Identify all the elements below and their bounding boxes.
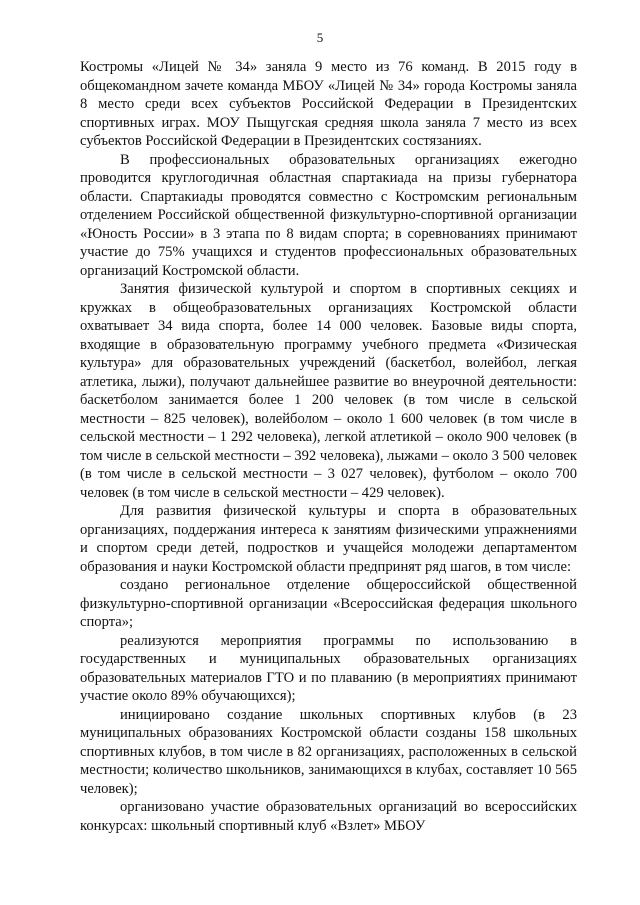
paragraph-1: Костромы «Лицей № 34» заняла 9 место из 76 команд. В 2015 году в общекомандном зачете команда МБОУ «Лицей № 34» города Костромы заняла 8 место среди всех субъектов Российской Федерации в Президентских спортивных играх. МОУ Пыщугская средняя школа заняла 7 место из всех субъектов Российской Федерации в Президентских состязаниях. xyxy=(80,59,577,149)
paragraph-3: Занятия физической культурой и спортом в спортивных секциях и кружках в общеобразовательных организациях Костромской области охватывает 34 вида спорта, более 14 000 человек. Базовые виды спорта, входящие в образовательную программу учебного предмета «Физическая культура» для образовательных учреждений (баскетбол, волейбол, легкая атлетика, лыжи), получают дальнейшее развитие во внеурочной деятельности: баскетболом занимается более 1 200 человек (в том числе в сельской местности – 825 человек), волейболом – около 1 600 человек (в том числе в сельской местности – 1 292 человека), легкой атлетикой – около 900 человек (в том числе в сельской местности – 392 человека), лыжами – около 3 500 человек (в том числе в сельской местности – 3 027 человек), футболом – около 700 человек (в том числе в сельской местности – 429 человек). xyxy=(80,281,577,501)
page-number: 5 xyxy=(316,30,324,45)
document-body xyxy=(80,58,577,835)
paragraph-2: В профессиональных образовательных организациях ежегодно проводится круглогодичная областная спартакиада на призы губернатора области. Спартакиады проводятся совместно с Костромским региональным отделением Российской общественной физкультурно-спортивной организации «Юность России» в 3 этапа по 8 видам спорта; в соревнованиях принимают участие до 75% учащихся и студентов профессиональных образовательных организаций Костромской области. xyxy=(80,151,577,279)
paragraph-8: организовано участие образовательных организаций во всероссийских конкурсах: школьный спортивный клуб «Взлет» МБОУ xyxy=(80,799,577,834)
paragraph-5: создано региональное отделение общероссийской общественной физкультурно-спортивной организации «Всероссийская федерация школьного спорта»; xyxy=(80,577,577,630)
paragraph-6: реализуются мероприятия программы по использованию в государственных и муниципальных образовательных организациях образовательных материалов ГТО и по плаванию (в мероприятиях принимают участие около 89% обучающихся); xyxy=(80,632,577,704)
paragraph-7: инициировано создание школьных спортивных клубов (в 23 муниципальных образованиях Костромской области созданы 158 школьных спортивных клубов, в том числе в 82 организациях, расположенных в сельской местности; количество школьников, занимающихся в клубах, составляет 10 565 человек); xyxy=(80,706,577,797)
paragraph-4: Для развития физической культуры и спорта в образовательных организациях, поддержания интереса к занятиям физическими упражнениями и спортом среди детей, подростков и учащейся молодежи департаментом образования и науки Костромской области предпринят ряд шагов, в том числе: xyxy=(80,503,577,575)
